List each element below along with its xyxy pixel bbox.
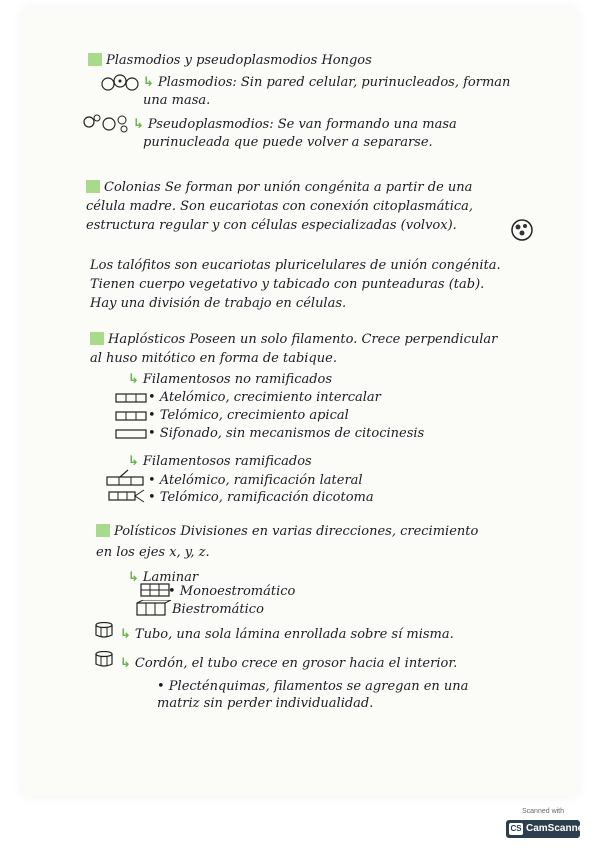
talofitos-line-3: Hay una división de trabajo en células.: [90, 296, 347, 311]
dichotomous-filament-icon: [108, 489, 146, 503]
filament-icon: [115, 411, 147, 421]
arrow-icon: ↳: [120, 627, 131, 642]
no-ramificados-heading: ↳ Filamentosos no ramificados: [128, 372, 333, 387]
talofitos-line-2: Tienen cuerpo vegetativo y tabicado con punteaduras (tab).: [90, 277, 485, 292]
arrow-icon: ↳: [128, 454, 139, 469]
camscanner-badge: [504, 808, 588, 840]
colonias-line-2: célula madre. Son eucariotas con conexión citoplasmática,: [86, 199, 474, 214]
pseudoplasmodios-line-2: purinucleada que puede volver a separarse.: [143, 135, 433, 150]
ramificados-heading: ↳ Filamentosos ramificados: [128, 454, 312, 469]
talofitos-line-1: Los talófitos son eucariotas pluricelulares de unión congénita.: [90, 258, 501, 273]
laminar-heading: ↳ Laminar: [128, 570, 199, 585]
highlight-marker: [88, 53, 102, 66]
siphon-filament-icon: [115, 429, 147, 439]
plasmodios-line-1: ↳ Plasmodios: Sin pared celular, purinucleados, forman: [143, 75, 511, 90]
highlight-marker: [86, 180, 100, 193]
colonias-line-1: Colonias Se forman por unión congénita a partir de una: [86, 180, 472, 196]
plectenquimas-line-1: • Plecténquimas, filamentos se agregan en una: [157, 679, 469, 694]
colonias-line-3: estructura regular y con células especializadas (volvox).: [86, 218, 457, 233]
plasmodios-title: Plasmodios y pseudoplasmodios Hongos: [106, 53, 372, 68]
plasmodios-line-2: una masa.: [143, 93, 211, 108]
branched-filament-icon: [106, 469, 146, 487]
camscanner-logo-icon: CS: [510, 824, 522, 833]
monoestromatico-item: • Monoestromático: [168, 584, 296, 599]
cordon-line: ↳ Cordón, el tubo crece en grosor hacia el interior.: [120, 656, 458, 671]
camscanner-logo-bar: [506, 820, 588, 838]
tubo-line: ↳ Tubo, una sola lámina enrollada sobre sí misma.: [120, 627, 454, 642]
plasmodios-heading: [88, 53, 372, 69]
atelomico-item: • Atelómico, crecimiento intercalar: [148, 390, 381, 405]
monostromatic-grid-icon: [140, 583, 170, 597]
volvox-icon: [510, 218, 534, 242]
cell-cluster-icon: [100, 72, 142, 92]
polisticos-line-2: en los ejes x, y, z.: [96, 545, 210, 560]
telomico-ramificado-item: • Telómico, ramificación dicotoma: [148, 490, 374, 505]
highlight-marker: [90, 332, 104, 345]
scanned-with-text: Scanned with: [521, 808, 565, 815]
plectenquimas-line-2: matriz sin perder individualidad.: [157, 696, 374, 711]
telomico-item: • Telómico, crecimiento apical: [148, 408, 349, 423]
tube-icon: [95, 622, 113, 638]
sifonado-item: • Sifonado, sin mecanismos de citocinesis: [148, 426, 425, 441]
camscanner-name: CamScanner: [526, 823, 588, 834]
polisticos-line-1: Polísticos Divisiones en varias direcciones, crecimiento: [96, 524, 478, 540]
haplosticos-line-2: al huso mitótico en forma de tabique.: [90, 351, 337, 366]
highlight-marker: [96, 524, 110, 537]
atelomico-ramificado-item: • Atelómico, ramificación lateral: [148, 473, 363, 488]
arrow-icon: ↳: [133, 117, 144, 132]
arrow-icon: ↳: [143, 75, 154, 90]
arrow-icon: ↳: [120, 656, 131, 671]
arrow-icon: ↳: [128, 372, 139, 387]
scattered-cells-icon: [82, 112, 132, 134]
biestromatico-item: Biestromático: [172, 602, 264, 617]
filament-icon: [115, 393, 147, 403]
haplosticos-line-1: Haplósticos Poseen un solo filamento. Crece perpendicular: [90, 332, 497, 348]
arrow-icon: ↳: [128, 570, 139, 585]
cord-icon: [95, 651, 113, 667]
bistromatic-grid-icon: [136, 600, 172, 616]
pseudoplasmodios-line-1: ↳ Pseudoplasmodios: Se van formando una masa: [133, 117, 457, 132]
